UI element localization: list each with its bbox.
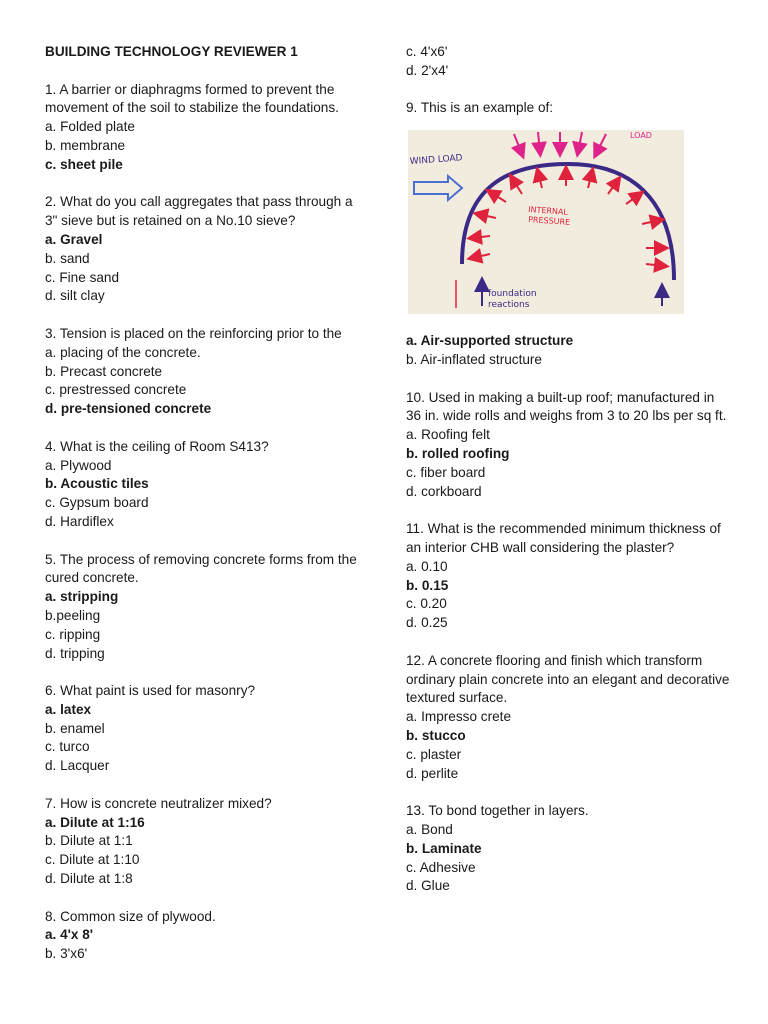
option: a. Folded plate (45, 119, 135, 135)
question-text: 2. What do you call aggregates that pass through a 3" sieve but is retained on a No.10 sieve? (45, 194, 353, 229)
question-9-options (406, 332, 731, 370)
question-text: 1. A barrier or diaphragms formed to prevent the movement of the soil to stabilize the foundations. (45, 81, 339, 116)
question-10 (406, 389, 731, 502)
foundation-label-2: reactions (488, 300, 530, 311)
option: a. Roofing felt (406, 427, 490, 443)
question-text: 10. Used in making a built-up roof; manufactured in 36 in. wide rolls and weighs from 3 to 20 lbs per sq ft. (406, 389, 727, 424)
option: d. silt clay (45, 288, 105, 304)
option: b. Dilute at 1:1 (45, 833, 133, 849)
option: c. Dilute at 1:10 (45, 852, 140, 868)
option-correct: b. 0.15 (406, 577, 449, 593)
option: a. Impresso crete (406, 709, 512, 725)
option: b. Precast concrete (45, 363, 163, 379)
question-text: 5. The process of removing concrete forms from the cured concrete. (45, 551, 357, 586)
option: c. plaster (406, 746, 462, 762)
option-correct: b. Acoustic tiles (45, 476, 149, 492)
option-correct: b. rolled roofing (406, 445, 510, 461)
load-label: LOAD (630, 131, 652, 141)
foundation-label-1: foundation (488, 289, 537, 300)
question-8 (45, 908, 365, 964)
question-text: 9. This is an example of: (406, 100, 554, 116)
option-correct: a. Air-supported structure (406, 333, 574, 349)
question-7 (45, 795, 365, 889)
option: c. ripping (45, 626, 101, 642)
left-column (45, 43, 365, 964)
question-text: 11. What is the recommended minimum thickness of an interior CHB wall considering the plaster? (406, 521, 721, 555)
question-9 (406, 99, 731, 118)
internal-label-1: INTERNAL (527, 205, 569, 217)
question-8-continued (406, 43, 731, 81)
option: d. Dilute at 1:8 (45, 871, 133, 887)
option-correct: b. Laminate (406, 840, 482, 856)
option-correct: a. stripping (45, 589, 119, 605)
option: c. 4'x6' (406, 44, 448, 59)
option-correct: a. Dilute at 1:16 (45, 814, 145, 830)
option: b.peeling (45, 607, 101, 623)
question-text: 8. Common size of plywood. (45, 908, 216, 924)
option: a. Plywood (45, 457, 112, 473)
option-correct: d. pre-tensioned concrete (45, 401, 212, 417)
option: b. enamel (45, 720, 105, 736)
option: d. 0.25 (406, 615, 448, 631)
question-4 (45, 438, 365, 532)
option-correct: a. 4'x 8' (45, 927, 94, 943)
option-correct: a. Gravel (45, 231, 103, 247)
option: c. Fine sand (45, 269, 120, 285)
question-1 (45, 81, 365, 175)
question-11 (406, 520, 731, 633)
option: b. Air-inflated structure (406, 351, 542, 367)
option-correct: a. latex (45, 701, 92, 717)
question-6 (45, 682, 365, 776)
air-structure-diagram (408, 130, 684, 314)
option: d. Hardiflex (45, 513, 114, 529)
option: a. placing of the concrete. (45, 344, 201, 360)
right-column (406, 43, 731, 896)
question-text: 7. How is concrete neutralizer mixed? (45, 795, 272, 811)
question-13 (406, 802, 731, 896)
option: d. corkboard (406, 483, 482, 499)
option: c. Gypsum board (45, 495, 149, 511)
option: c. turco (45, 739, 90, 755)
question-text: 3. Tension is placed on the reinforcing prior to the (45, 325, 342, 341)
question-12 (406, 652, 731, 784)
option: a. Bond (406, 821, 453, 837)
option: a. 0.10 (406, 558, 448, 574)
option: c. prestressed concrete (45, 382, 187, 398)
question-text: 4. What is the ceiling of Room S413? (45, 438, 269, 454)
question-text: 12. A concrete flooring and finish which transform ordinary plain concrete into an elegant and decorative textured surface. (406, 652, 730, 706)
document-title: BUILDING TECHNOLOGY REVIEWER 1 (45, 44, 298, 59)
option: d. tripping (45, 645, 105, 661)
question-2 (45, 193, 365, 306)
option: d. 2'x4' (406, 62, 449, 78)
option: b. membrane (45, 137, 126, 153)
question-text: 13. To bond together in layers. (406, 803, 589, 819)
option: d. Glue (406, 878, 450, 894)
option-correct: c. sheet pile (45, 156, 123, 172)
option: d. perlite (406, 765, 459, 781)
question-text: 6. What paint is used for masonry? (45, 683, 256, 699)
option: b. 3'x6' (45, 946, 88, 962)
question-3 (45, 325, 365, 419)
option: c. 0.20 (406, 596, 447, 612)
question-5 (45, 551, 365, 664)
wind-load-label: WIND LOAD (409, 153, 463, 168)
internal-label-2: PRESSURE (527, 215, 571, 228)
option: c. fiber board (406, 464, 486, 480)
option: d. Lacquer (45, 758, 110, 774)
option-correct: b. stucco (406, 727, 466, 743)
option: b. sand (45, 250, 90, 266)
option: c. Adhesive (406, 859, 476, 875)
